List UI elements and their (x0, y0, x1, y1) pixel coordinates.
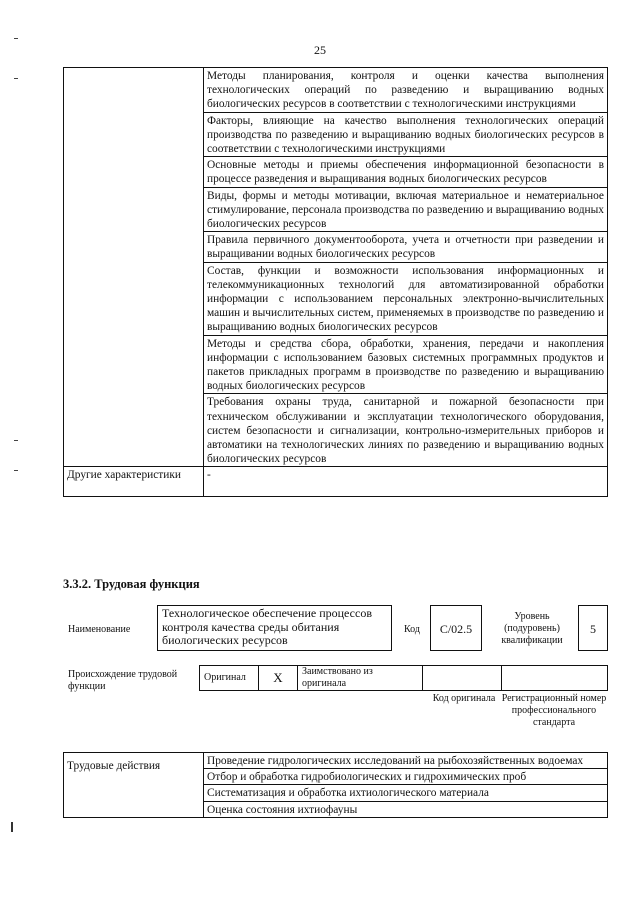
qualification-level-label: Уровень (подуровень) квалификации (501, 611, 563, 646)
page-number: 25 (314, 43, 326, 57)
table-row (64, 753, 608, 769)
code-value-box: C/02.5 (430, 605, 482, 651)
knowledge-item: Состав, функции и возможности использования информационных и телекоммуникационных технологий для автоматизированной обработки информации с использованием персональных электронно-вычислительных машин и вычислительных систем, применяемых в производстве по разведению и выращиванию водных биологических ресурсов (204, 262, 608, 335)
knowledge-item: Методы и средства сбора, обработки, хранения, передачи и накопления информации с использованием базовых системных программных продуктов и пакетов прикладных программ в производстве по разведению и выращиванию водных биологических ресурсов (204, 335, 608, 394)
knowledge-item: Факторы, влияющие на качество выполнения технологических операций производства по разведению и выращиванию водных биологических ресурсов в соответствии с технологическими инструкциями (204, 112, 608, 157)
knowledge-item: Основные методы и приемы обеспечения информационной безопасности в процессе разведения и выращивания водных биологических ресурсов (204, 157, 608, 187)
scan-margin-mark (14, 440, 18, 441)
labor-action-item: Оценка состояния ихтиофауны (204, 801, 608, 817)
registration-number-label: Регистрационный номер профессионального стандарта (501, 693, 607, 728)
code-original-label: Код оригинала (432, 693, 496, 704)
qualification-level-box: 5 (578, 605, 608, 651)
table-row (64, 467, 608, 497)
labor-action-item: Систематизация и обработка ихтиологического материала (204, 785, 608, 801)
scan-margin-mark (14, 38, 18, 39)
table-row (200, 666, 608, 691)
labor-actions-label: Трудовые действия (64, 753, 204, 818)
scan-margin-mark (11, 822, 13, 832)
labor-action-item: Проведение гидрологических исследований на рыбохозяйственных водоемах (204, 753, 608, 769)
knowledge-item: Методы планирования, контроля и оценки качества выполнения технологических операций по разведению и выращиванию водных биологических ресурсов в соответствии с технологическими инструкциями (204, 68, 608, 113)
table-row (64, 68, 608, 113)
knowledge-item: Виды, формы и методы мотивации, включая материальное и нематериальное стимулирование, персонала производства по разведению и выращиванию водных биологических ресурсов (204, 187, 608, 232)
knowledge-item: Правила первичного документооборота, учета и отчетности при разведении и выращивании водных биологических ресурсов (204, 232, 608, 262)
origin-label: Происхождение трудовой функции (68, 669, 178, 692)
section-title: 3.3.2. Трудовая функция (63, 577, 200, 591)
scan-margin-mark (14, 470, 18, 471)
code-label: Код (404, 624, 420, 635)
other-characteristics-label: Другие характеристики (64, 467, 204, 497)
reg-number-cell (502, 666, 608, 691)
scan-margin-mark (14, 78, 18, 79)
knowledge-item: Требования охраны труда, санитарной и пожарной безопасности при техническом обслуживании и эксплуатации технологического оборудования, систем безопасности и сигнализации, контрольно-измерительных приборов и автоматики на технологических линиях по разведению и выращиванию водных биологических ресурсов (204, 394, 608, 467)
knowledge-label-cell (64, 68, 204, 467)
borrowed-label: Заимствовано из оригинала (298, 666, 423, 691)
function-name-box: Технологическое обеспечение процессов контроля качества среды обитания биологических ресурсов (157, 605, 392, 651)
knowledge-table (63, 67, 608, 497)
origin-table (199, 665, 608, 691)
original-label: Оригинал (200, 666, 259, 691)
name-label: Наименование (68, 624, 131, 635)
code-original-cell (423, 666, 502, 691)
original-mark: X (259, 666, 298, 691)
labor-actions-table (63, 752, 608, 818)
labor-action-item: Отбор и обработка гидробиологических и гидрохимических проб (204, 769, 608, 785)
other-characteristics-value: - (204, 467, 608, 497)
